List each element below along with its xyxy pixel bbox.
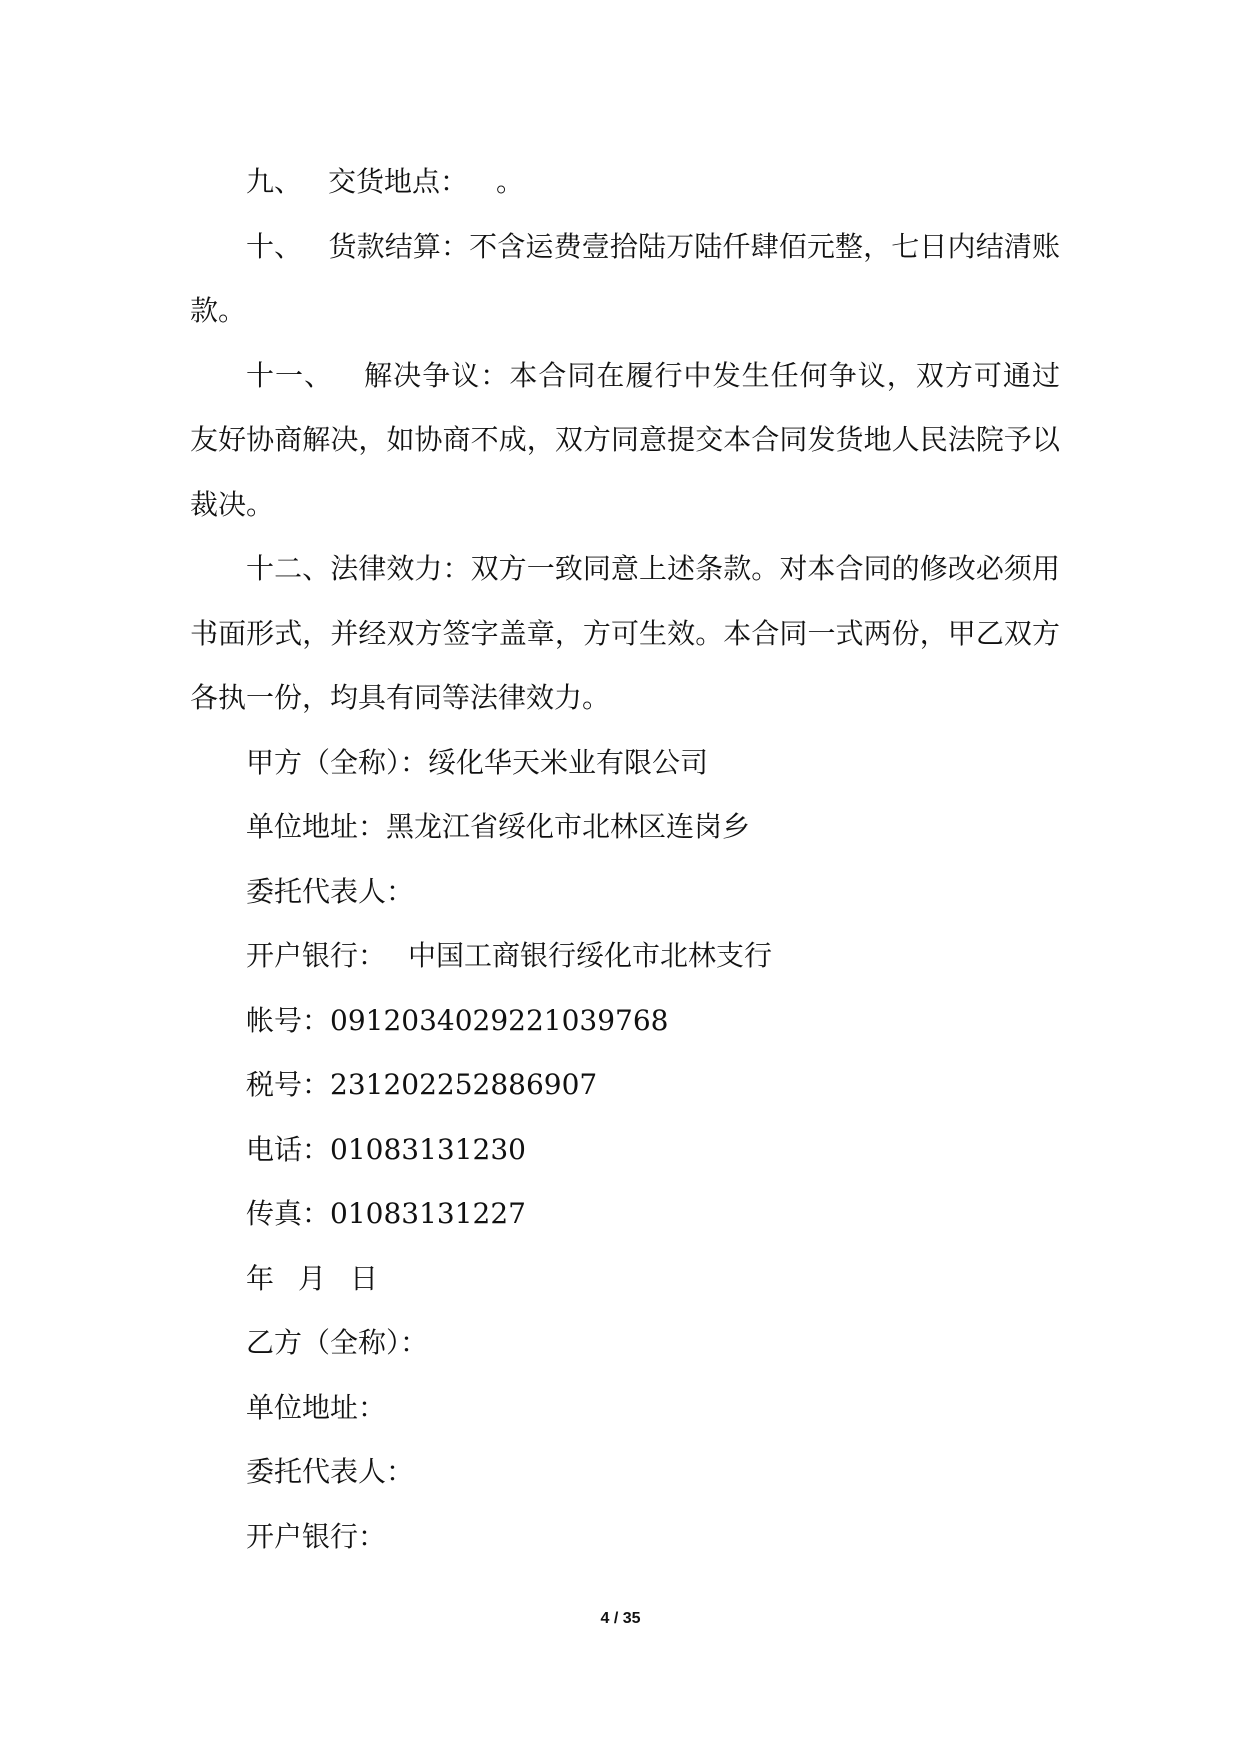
date-day: 日 [350,1261,379,1295]
party-a-bank [190,924,1060,989]
clause-10-number: 十、 [246,229,303,263]
clause-11-text: 解决争议：本合同在履行中发生任何争议，双方可通过友好协商解决，如协商不成，双方同意提交本合同发货地人民法院予以裁决。 [190,358,1060,521]
party-a-phone: 电话：01083131230 [246,1132,526,1166]
party-b-name: 乙方（全称）： [246,1326,429,1359]
party-a-bank-label: 开户银行： [246,939,387,972]
clause-12-text: 十二、法律效力：双方一致同意上述条款。对本合同的修改必须用书面形式，并经双方签字盖章，方可生效。本合同一式两份，甲乙双方各执一份，均具有同等法律效力。 [190,552,1060,714]
party-a-name: 甲方（全称）：绥化华天米业有限公司 [246,745,709,779]
clause-11 [190,344,1060,538]
clause-11-number: 十一、 [246,358,334,392]
clause-12 [190,537,1060,731]
party-b-representative: 委托代表人： [246,1455,415,1488]
contract-body [190,150,1060,1569]
date-month: 月 [298,1261,327,1295]
party-a-representative: 委托代表人： [246,874,415,908]
clause-9-text: 交货地点： [328,165,469,198]
date-year: 年 [246,1261,275,1295]
party-a-address: 单位地址：黑龙江省绥化市北林区连岗乡 [246,810,751,843]
party-a-account: 帐号：0912034029221039768 [246,1003,669,1037]
date-line [190,1247,1060,1312]
party-a-bank-value: 中国工商银行绥化市北林支行 [408,939,773,972]
clause-9 [190,150,1060,215]
party-a-tax-id: 税号：231202252886907 [246,1068,598,1101]
party-b-address: 单位地址： [246,1390,387,1424]
party-a-fax: 传真：01083131227 [246,1197,526,1230]
clause-9-number: 九、 [246,165,303,198]
clause-10-text: 货款结算：不含运费壹拾陆万陆仟肆佰元整，七日内结清账款。 [190,229,1060,327]
clause-10 [190,215,1060,344]
page-number: 4 / 35 [600,1610,641,1627]
clause-9-end: 。 [496,165,525,198]
party-b-bank: 开户银行： [246,1519,387,1553]
